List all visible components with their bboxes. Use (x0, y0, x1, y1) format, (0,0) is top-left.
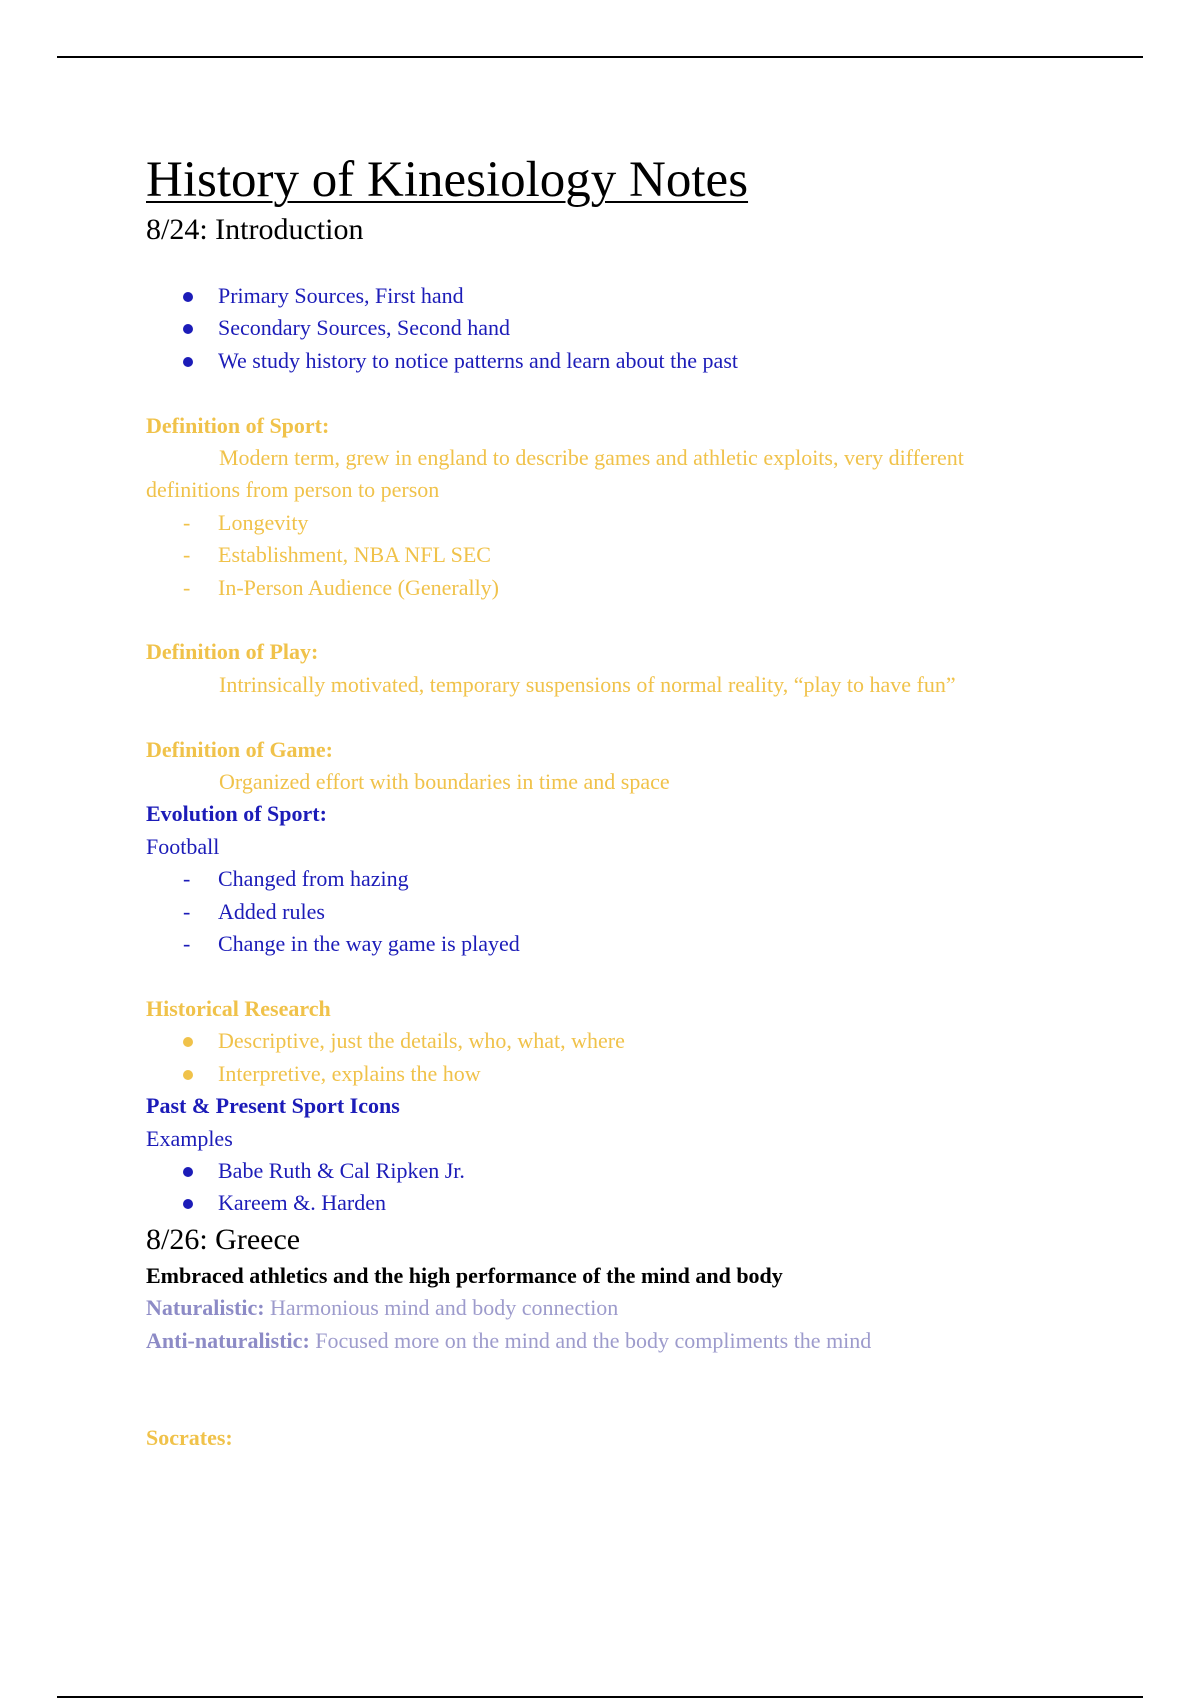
anti-naturalistic-line (146, 1325, 1066, 1357)
document-title: History of Kinesiology Notes (146, 152, 749, 208)
greece-bold-line: Embraced athletics and the high performance of the mind and body (146, 1262, 783, 1288)
heading-sport-icons: Past & Present Sport Icons (146, 1093, 400, 1119)
icons-bullet-list (146, 1155, 1066, 1220)
list-item: Change in the way game is played (218, 931, 520, 957)
sport-paragraph-line-2: definitions from person to person (146, 477, 440, 503)
heading-definition-of-sport: Definition of Sport: (146, 412, 330, 438)
list-item: Babe Ruth & Cal Ripken Jr. (218, 1157, 465, 1183)
list-item: Interpretive, explains the how (218, 1060, 481, 1086)
spacer (146, 701, 1066, 733)
evolution-subheading: Football (146, 833, 220, 859)
list-item: Added rules (218, 898, 325, 924)
spacer (146, 1389, 1066, 1421)
list-item: In-Person Audience (Generally) (218, 574, 500, 600)
list-item: We study history to notice patterns and learn about the past (218, 347, 738, 373)
naturalistic-label: Naturalistic: (146, 1295, 265, 1321)
bottom-rule (57, 1696, 1143, 1698)
intro-bullet-list (146, 280, 1066, 377)
naturalistic-text: Harmonious mind and body connection (264, 1295, 619, 1321)
list-item: Changed from hazing (218, 866, 409, 892)
heading-historical-research: Historical Research (146, 995, 331, 1021)
sport-paragraph-line-1: Modern term, grew in england to describe games and athletic exploits, very different (219, 445, 964, 471)
heading-socrates: Socrates: (146, 1424, 233, 1450)
play-paragraph: Intrinsically motivated, temporary suspensions of normal reality, “play to have fun” (219, 671, 956, 697)
anti-naturalistic-label: Anti-naturalistic: (146, 1327, 310, 1353)
sport-dash-list (146, 507, 1066, 604)
heading-definition-of-game: Definition of Game: (146, 736, 333, 762)
game-paragraph: Organized effort with boundaries in time and space (219, 769, 670, 795)
spacer (146, 604, 1066, 636)
spacer (146, 1357, 1066, 1389)
naturalistic-line (146, 1292, 1066, 1324)
spacer (146, 250, 1066, 280)
evolution-dash-list (146, 863, 1066, 960)
top-rule (57, 56, 1143, 58)
list-item: Longevity (218, 509, 309, 535)
heading-greece: 8/26: Greece (146, 1222, 301, 1256)
list-item: Kareem &. Harden (218, 1190, 386, 1216)
list-item: Descriptive, just the details, who, what, where (218, 1028, 625, 1054)
heading-evolution-of-sport: Evolution of Sport: (146, 801, 327, 827)
list-item: Primary Sources, First hand (218, 283, 464, 308)
list-item: Establishment, NBA NFL SEC (218, 542, 491, 568)
icons-subheading: Examples (146, 1125, 233, 1151)
spacer (146, 377, 1066, 409)
heading-definition-of-play: Definition of Play: (146, 639, 319, 665)
list-item: Secondary Sources, Second hand (218, 315, 511, 341)
research-bullet-list (146, 1025, 1066, 1090)
spacer (146, 960, 1066, 992)
heading-introduction: 8/24: Introduction (146, 213, 364, 246)
document-body (146, 150, 1066, 1454)
anti-naturalistic-text: Focused more on the mind and the body compliments the mind (309, 1327, 872, 1353)
